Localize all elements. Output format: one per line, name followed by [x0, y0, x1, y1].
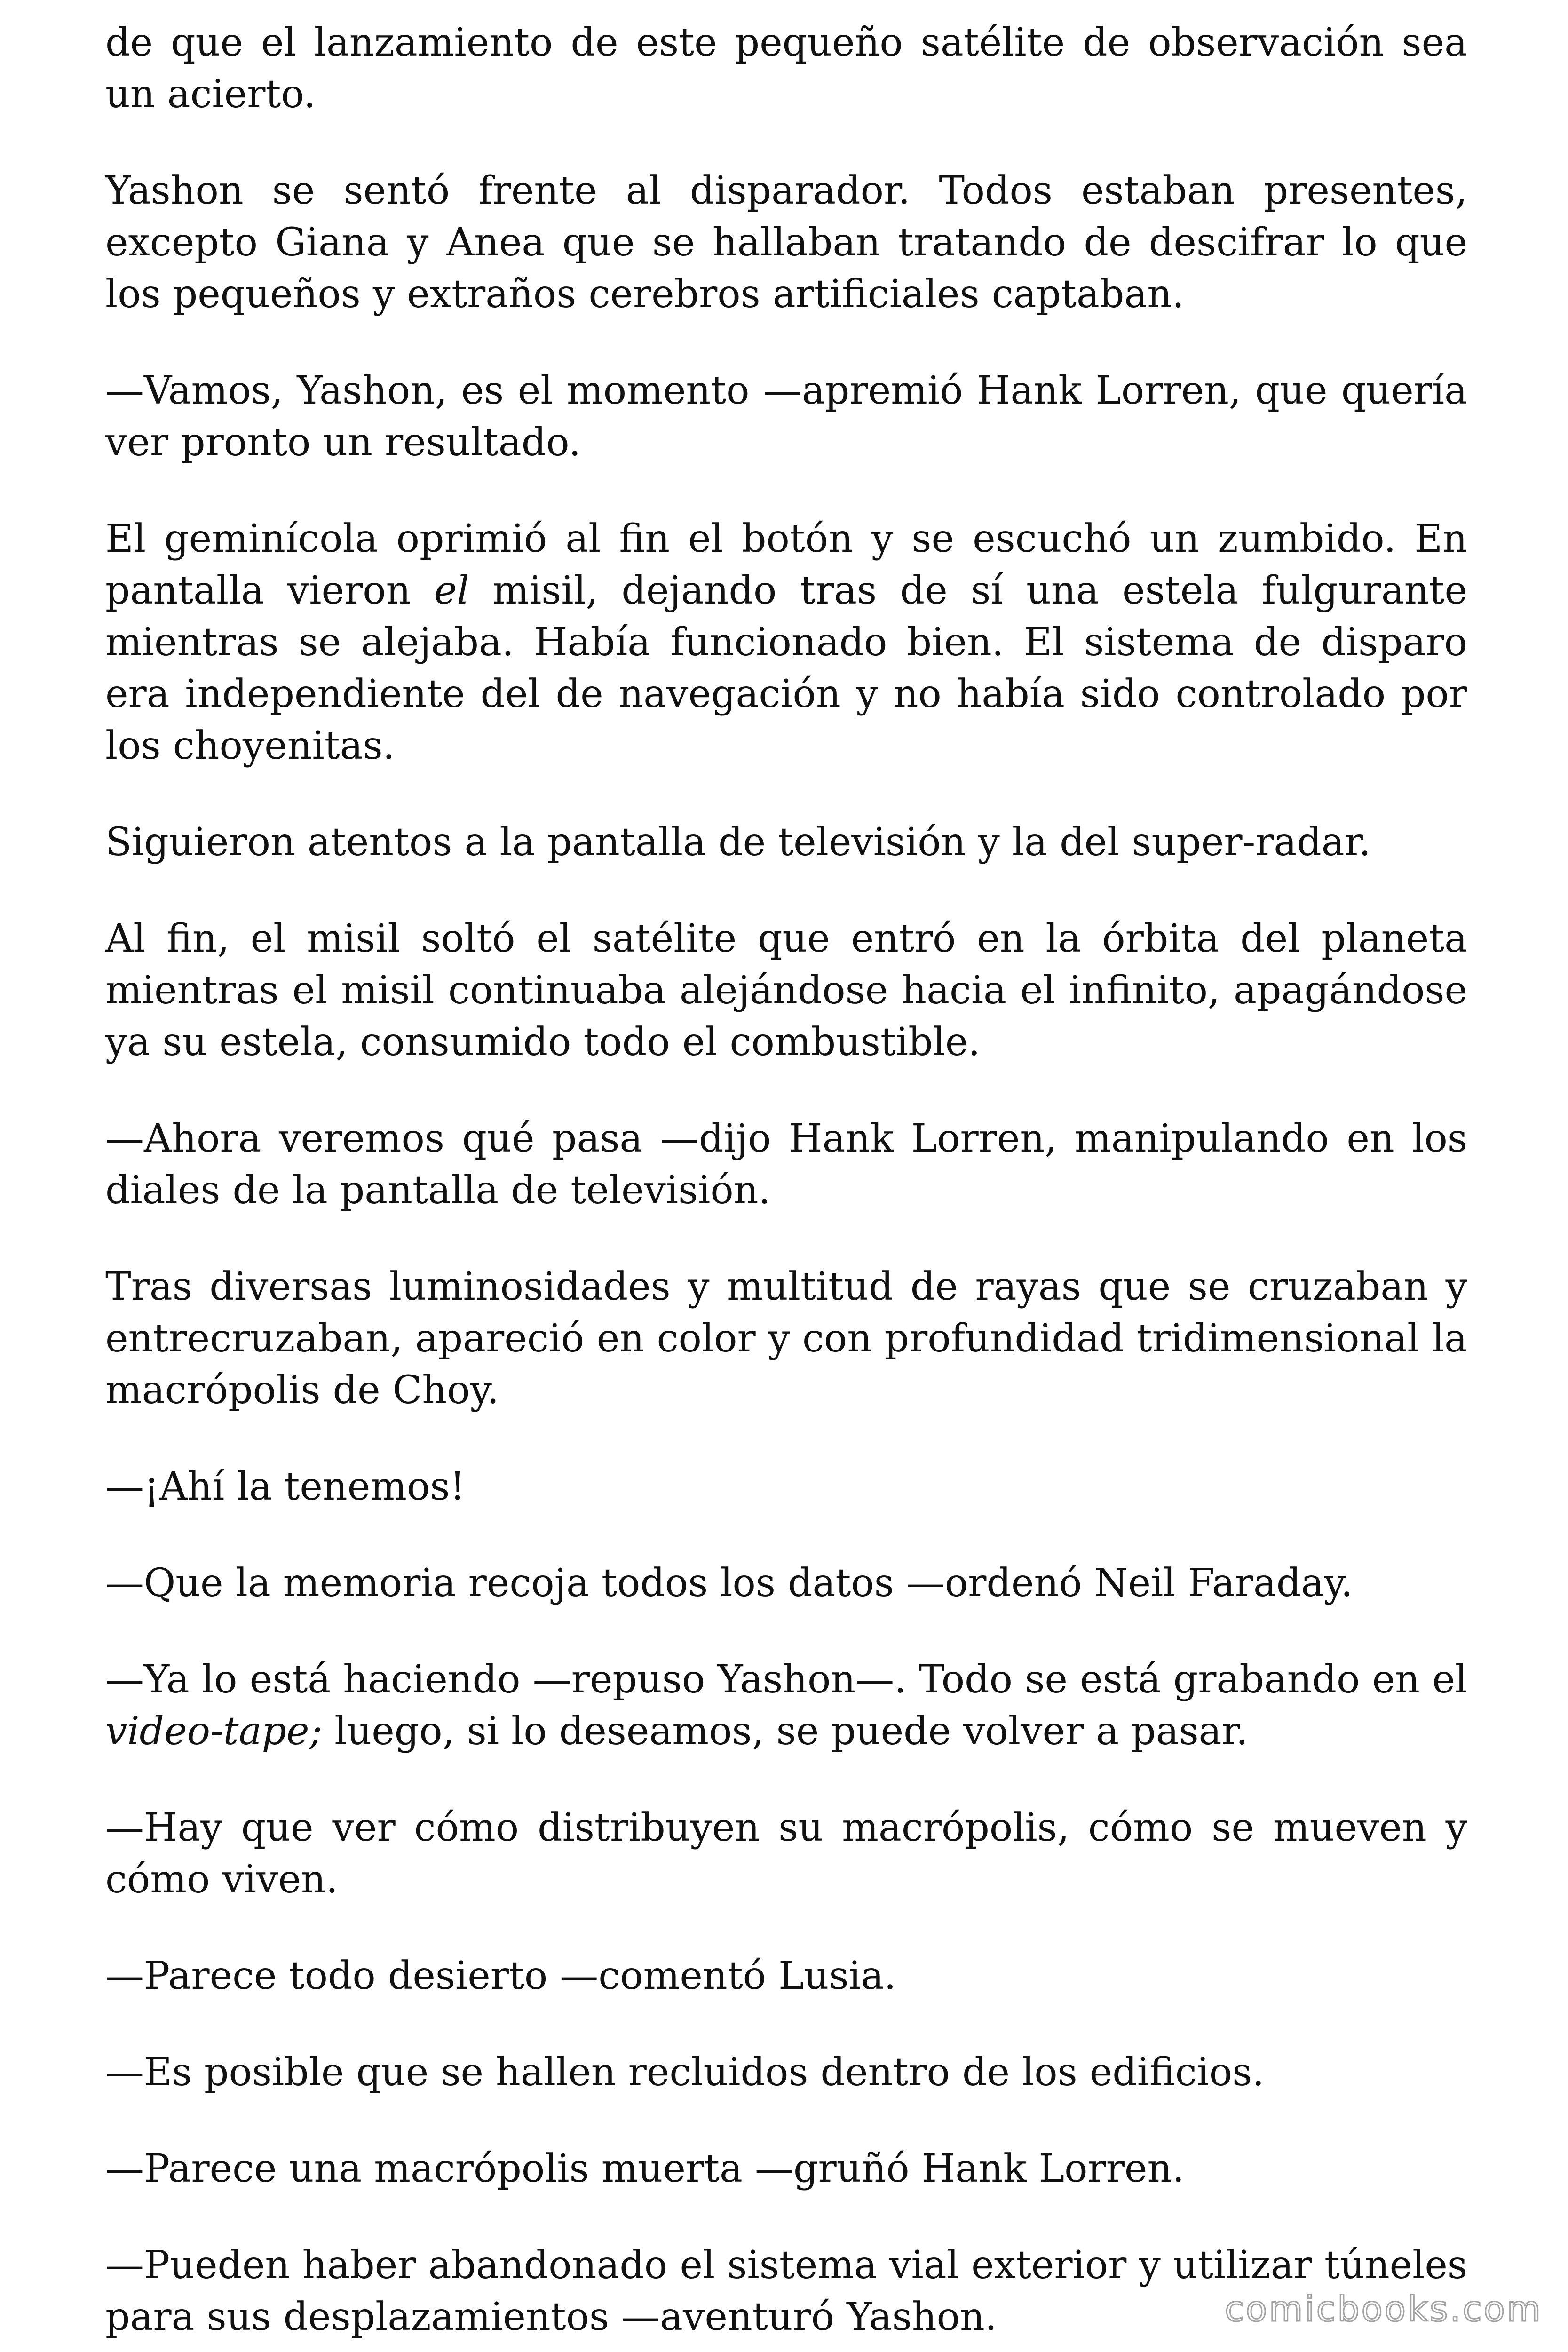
text-run: misil, dejando tras de sí una estela fulgurante mientras se alejaba. Había funcionado bien. El sistema de disparo era independiente del de navegación y no había sido controlado por los choyenitas. [105, 568, 1467, 768]
text-run: —Parece una macrópolis muerta —gruñó Hank Lorren. [105, 2146, 1185, 2191]
paragraph [105, 1557, 1467, 1609]
text-run: —Vamos, Yashon, es el momento —apremió Hank Lorren, que quería ver pronto un resultado. [105, 368, 1467, 465]
paragraph [105, 913, 1467, 1068]
text-run: —¡Ahí la tenemos! [105, 1464, 466, 1509]
paragraph [105, 1950, 1467, 2002]
italic-text: el [434, 568, 469, 613]
text-run: de que el lanzamiento de este pequeño satélite de observación sea un acierto. [105, 20, 1467, 117]
paragraph [105, 513, 1467, 772]
text-run: —Pueden haber abandonado el sistema vial exterior y utilizar túneles para sus desplazamientos —aventuró Yashon. [105, 2243, 1467, 2339]
text-run: luego, si lo deseamos, se puede volver a pasar. [322, 1709, 1248, 1754]
text-run: Siguieron atentos a la pantalla de televisión y la del super-radar. [105, 820, 1371, 865]
paragraph [105, 2143, 1467, 2195]
text-run: —Hay que ver cómo distribuyen su macrópolis, cómo se mueven y cómo viven. [105, 1805, 1467, 1902]
text-run: —Parece todo desierto —comentó Lusia. [105, 1954, 896, 1998]
paragraph [105, 165, 1467, 320]
paragraph [105, 1654, 1467, 1757]
paragraph [105, 1461, 1467, 1513]
italic-text: video-tape; [105, 1709, 323, 1754]
text-run: Yashon se sentó frente al disparador. Todos estaban presentes, excepto Giana y Anea que se hallaban tratando de descifrar lo que los pequeños y extraños cerebros artificiales captaban. [105, 168, 1467, 317]
text-run: —Que la memoria recoja todos los datos —ordenó Neil Faraday. [105, 1561, 1353, 1605]
paragraph [105, 365, 1467, 469]
paragraph [105, 1802, 1467, 1906]
paragraph [105, 17, 1467, 120]
paragraph [105, 1261, 1467, 1416]
watermark: comicbooks.com [1225, 2289, 1543, 2329]
text-run: —Ahora veremos qué pasa —dijo Hank Lorren, manipulando en los diales de la pantalla de televisión. [105, 1116, 1467, 1213]
text-body [105, 17, 1467, 2343]
text-run: —Ya lo está haciendo —repuso Yashon—. Todo se está grabando en el [105, 1657, 1467, 1702]
paragraph [105, 2047, 1467, 2098]
text-run: —Es posible que se hallen recluidos dentro de los edificios. [105, 2050, 1265, 2095]
paragraph [105, 817, 1467, 868]
text-run: El geminícola oprimió al fin el botón y se escuchó un zumbido. En pantalla vieron [105, 516, 1467, 613]
text-run: Tras diversas luminosidades y multitud de rayas que se cruzaban y entrecruzaban, apareció en color y con profundidad tridimensional la macrópolis de Choy. [105, 1264, 1467, 1413]
text-run: Al fin, el misil soltó el satélite que entró en la órbita del planeta mientras el misil continuaba alejándose hacia el infinito, apagándose ya su estela, consumido todo el combustible. [105, 916, 1467, 1065]
document-page [105, 17, 1467, 2352]
paragraph [105, 1113, 1467, 1216]
